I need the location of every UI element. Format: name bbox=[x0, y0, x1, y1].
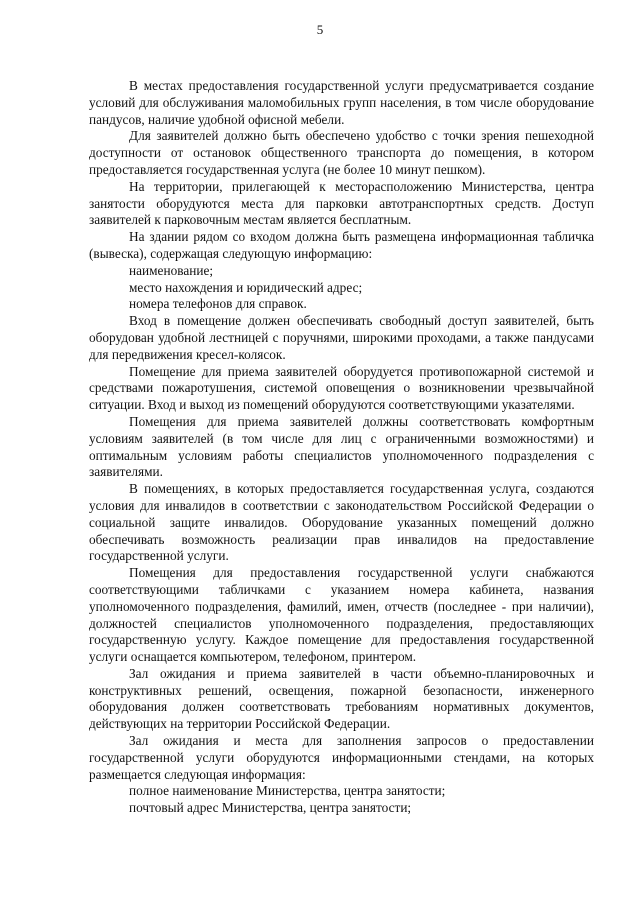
paragraph-parking: На территории, прилегающей к месторасположению Министерства, центра занятости оборудуются места для парковки автотранспортных средств. Доступ заявителей к парковочным местам является бесплатным. bbox=[89, 178, 594, 228]
list-item-phones: номера телефонов для справок. bbox=[129, 296, 307, 312]
paragraph-entrance: Вход в помещение должен обеспечивать свободный доступ заявителей, быть оборудован удобной лестницей с поручнями, широкими проходами, а также пандусами для передвижения кресел-колясок. bbox=[89, 313, 594, 362]
list-item-postal-address: почтовый адрес Министерства, центра занятости; bbox=[129, 800, 412, 816]
paragraph-waiting-hall: Зал ожидания и приема заявителей в части объемно-планировочных и конструктивных решений, освещения, пожарной безопасности, инженерного оборудования должен соответствовать требованиям нормативных документов, действующих на территории Российской Федерации. bbox=[89, 665, 594, 732]
paragraph-info-sign: На здании рядом со входом должна быть размещена информационная табличка (вывеска), содержащая следующую информацию: bbox=[89, 229, 594, 261]
list-item-full-name: полное наименование Министерства, центра занятости; bbox=[129, 783, 446, 799]
page-number: 5 bbox=[316, 22, 324, 37]
paragraph-comfort: Помещения для приема заявителей должны соответствовать комфортным условиям заявителей (в том числе для лиц с ограниченными возможностями) и оптимальным условиям работы специалистов уполномоченного подразделения с заявителями. bbox=[89, 413, 594, 480]
paragraph-accessibility-conditions: В местах предоставления государственной услуги предусматривается создание условий для обслуживания маломобильных групп населения, в том числе оборудование пандусов, наличие удобной офисной мебели. bbox=[89, 78, 594, 127]
list-item-address: место нахождения и юридический адрес; bbox=[129, 279, 363, 295]
document-body bbox=[89, 78, 594, 817]
paragraph-room-signs: Помещения для предоставления государственной услуги снабжаются соответствующими табличками с указанием номера кабинета, названия уполномоченного подразделения, фамилий, имен, отчеств (последнее - при наличии), должностей специалистов уполномоченного подразделения, предоставляющих государственную услугу. Каждое помещение для предоставления государственной услуги оснащается компьютером, телефоном, принтером. bbox=[89, 565, 594, 665]
paragraph-pedestrian-access: Для заявителей должно быть обеспечено удобство с точки зрения пешеходной доступности от остановок общественного транспорта до помещения, в котором предоставляется государственная услуга (не более 10 минут пешком). bbox=[89, 128, 594, 177]
list-item-name: наименование; bbox=[129, 262, 214, 278]
paragraph-info-stands: Зал ожидания и места для заполнения запросов о предоставлении государственной услуги оборудуются информационными стендами, на которых размещается следующая информация: bbox=[89, 733, 594, 782]
paragraph-disabled-conditions: В помещениях, в которых предоставляется государственная услуга, создаются условия для инвалидов в соответствии с законодательством Российской Федерации о социальной защите инвалидов. Оборудование указанных помещений должно обеспечивать возможность реализации прав инвалидов на предоставление государственной услуги. bbox=[89, 481, 594, 564]
paragraph-fire-safety: Помещение для приема заявителей оборудуется противопожарной системой и средствами пожаротушения, системой оповещения о возникновении чрезвычайной ситуации. Вход и выход из помещений оборудуются соответствующими указателями. bbox=[89, 363, 594, 413]
